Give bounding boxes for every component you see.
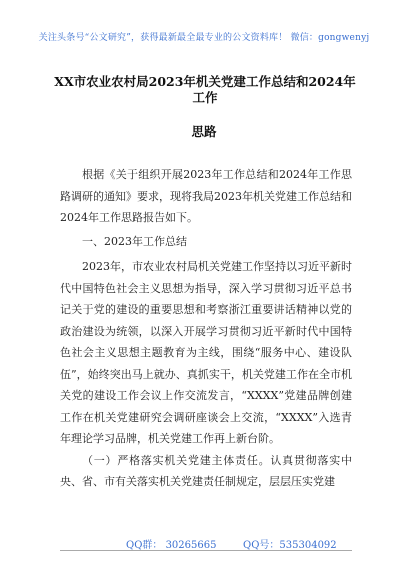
body-paragraph-2: （一）严格落实机关党建主体责任。认真贯彻落实中央、省、市有关落实机关党建责任制规定，层层压实党建: [60, 453, 352, 488]
footer-qq-group: QQ群： 30265665: [126, 540, 217, 551]
main-content: [60, 256, 352, 493]
document-title: XX市农业农村局2023年机关党建工作总结和2024年工作: [54, 74, 356, 105]
intro-block: [60, 164, 352, 229]
footer-qq-number: QQ号：535304092: [243, 540, 337, 551]
document-title-continued: 思路: [191, 124, 217, 139]
promo-banner: 关注头条号“公文研究”，获得最新最全最专业的公文资料库！ 微信：gongwenyj: [38, 33, 370, 43]
body-paragraph-1: 2023年，市农业农村局机关党建工作坚持以习近平新时代中国特色社会主义思想为指导，深入学习贯彻习近平总书记关于党的建设的重要思想和考察浙江重要讲话精神以党的政治建设为统领，以深入开展学习贯彻习近平新时代中国特色社会主义思想主题教育为主线，围绕“服务中心、建设队伍”，始终突出马上就办、真抓实干，机关党建工作在全市机关党的建设工作会议上作交流发言，“XXXX”党建品牌创建工作在机关党建研究会调研座谈会上交流，“XXXX”入选青年理论学习品牌，机关党建工作再上新台阶。: [60, 260, 352, 445]
section-heading-block: [60, 231, 352, 253]
intro-paragraph: 根据《关于组织开展2023年工作总结和2024年工作思路调研的通知》要求，现将我局2023年机关党建工作总结和2024年工作思路报告如下。: [60, 168, 352, 224]
section-heading: 一、2023年工作总结: [82, 235, 187, 248]
